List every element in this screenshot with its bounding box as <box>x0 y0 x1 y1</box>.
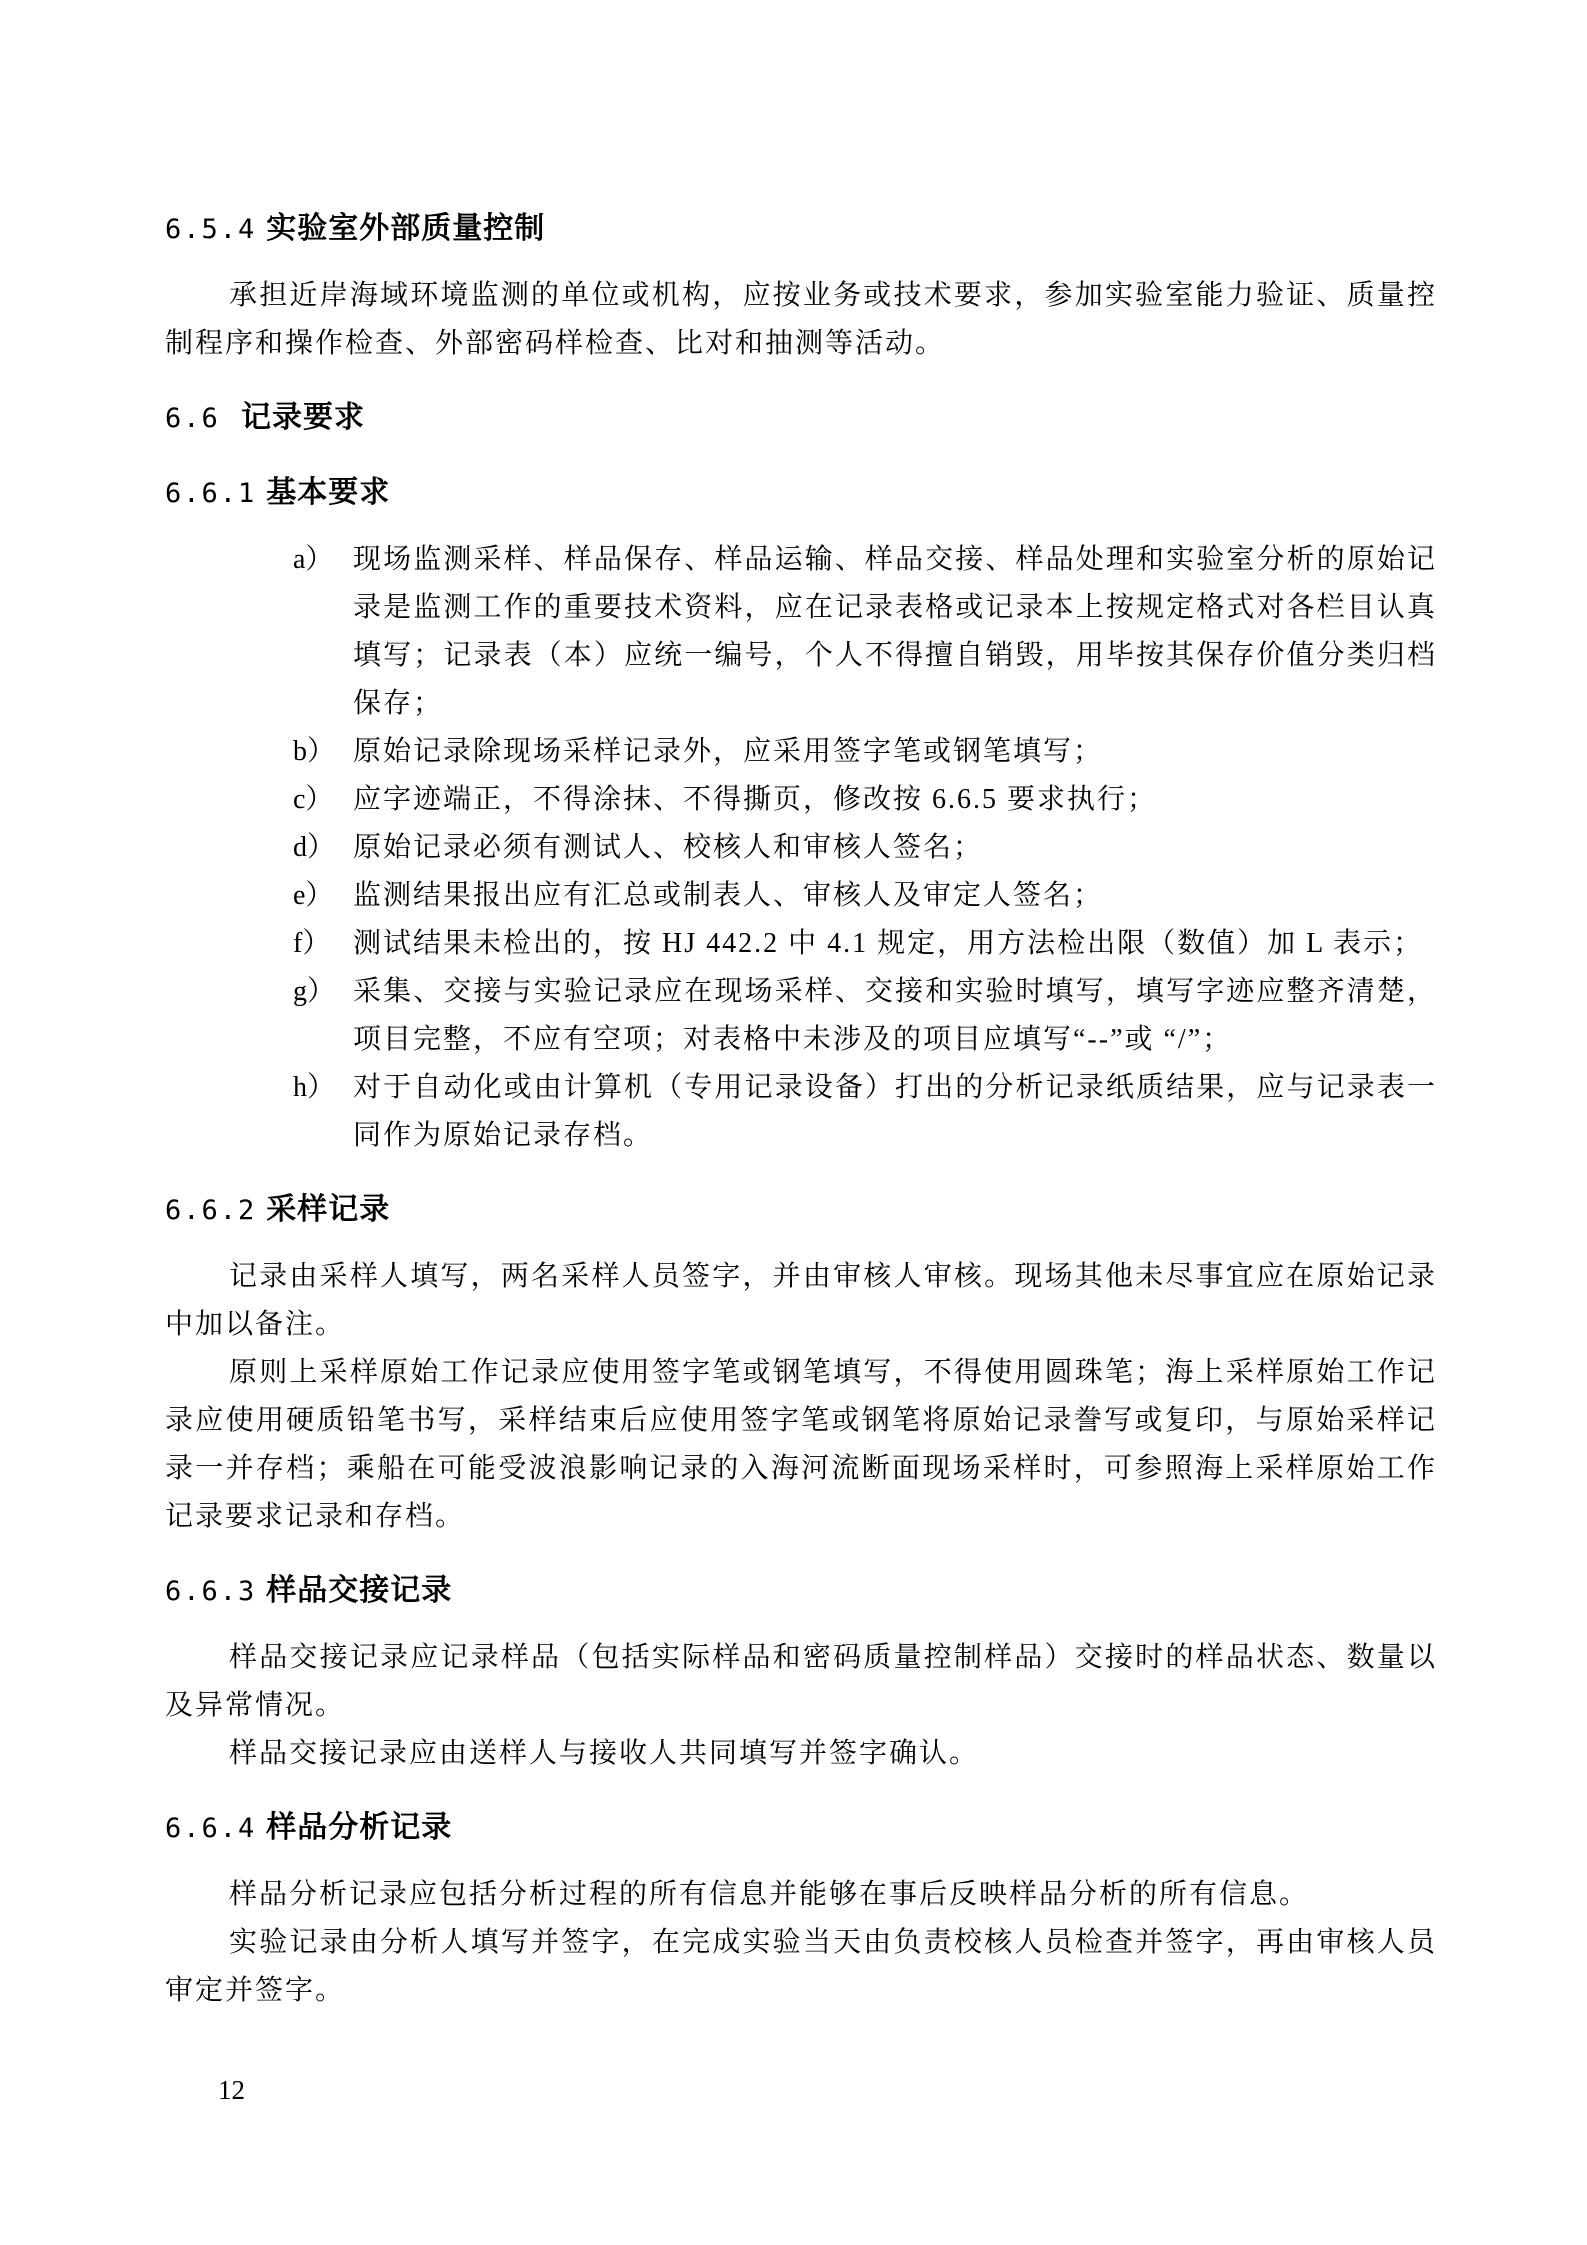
section-number: 6.5.4 <box>165 214 257 245</box>
section-heading-6-6-2 <box>165 1186 1437 1235</box>
section-number: 6.6 <box>165 403 220 434</box>
paragraph-6-6-4-1: 样品分析记录应包括分析过程的所有信息并能够在事后反映样品分析的所有信息。 <box>229 1879 1310 1910</box>
item-marker: b） <box>293 736 336 767</box>
list-item-d <box>165 824 1437 872</box>
list-item-h <box>165 1064 1437 1160</box>
section-heading-6-6 <box>165 394 1437 443</box>
section-title: 样品交接记录 <box>266 1574 453 1607</box>
section-number: 6.6.2 <box>165 1195 257 1226</box>
section-heading-6-6-4 <box>165 1804 1437 1853</box>
section-title: 记录要求 <box>241 401 365 434</box>
item-text: 监测结果报出应有汇总或制表人、审核人及审定人签名； <box>353 880 1104 911</box>
paragraph-6-5-4: 承担近岸海域环境监测的单位或机构，应按业务或技术要求，参加实验室能力验证、质量控制程序和操作检查、外部密码样检查、比对和抽测等活动。 <box>165 280 1437 359</box>
list-item-a <box>165 536 1437 728</box>
item-text: 应字迹端正，不得涂抹、不得撕页，修改按 6.6.5 要求执行； <box>353 784 1158 815</box>
section-number: 6.6.1 <box>165 478 257 509</box>
list-item-f <box>165 920 1437 968</box>
page-number: 12 <box>218 2075 245 2105</box>
paragraph-6-6-4-2: 实验记录由分析人填写并签字，在完成实验当天由负责校核人员检查并签字，再由审核人员审定并签字。 <box>165 1927 1437 2006</box>
list-item-e <box>165 872 1437 920</box>
paragraph-6-6-3-1: 样品交接记录应记录样品（包括实际样品和密码质量控制样品）交接时的样品状态、数量以及异常情况。 <box>165 1642 1437 1721</box>
section-heading-6-5-4 <box>165 205 1437 254</box>
item-marker: h） <box>293 1072 336 1103</box>
list-item-b <box>165 728 1437 776</box>
section-title: 样品分析记录 <box>266 1811 453 1844</box>
section-title: 采样记录 <box>266 1193 391 1226</box>
paragraph-6-6-2-1: 记录由采样人填写，两名采样人员签字，并由审核人审核。现场其他未尽事宜应在原始记录中加以备注。 <box>165 1261 1437 1340</box>
item-text: 现场监测采样、样品保存、样品运输、样品交接、样品处理和实验室分析的原始记录是监测工作的重要技术资料，应在记录表格或记录本上按规定格式对各栏目认真填写；记录表（本）应统一编号，个人不得擅自销毁，用毕按其保存价值分类归档保存； <box>353 544 1437 719</box>
item-text: 原始记录必须有测试人、校核人和审核人签名； <box>353 832 984 863</box>
section-number: 6.6.4 <box>165 1813 257 1844</box>
item-marker: f） <box>293 928 331 959</box>
paragraph-6-6-3-2: 样品交接记录应由送样人与接收人共同填写并签字确认。 <box>229 1738 980 1769</box>
item-text: 原始记录除现场采样记录外，应采用签字笔或钢笔填写； <box>353 736 1104 767</box>
item-text: 测试结果未检出的，按 HJ 442.2 中 4.1 规定，用方法检出限（数值）加 L 表示； <box>353 928 1424 959</box>
section-heading-6-6-1 <box>165 469 1437 518</box>
paragraph-6-6-2-2: 原则上采样原始工作记录应使用签字笔或钢笔填写，不得使用圆珠笔；海上采样原始工作记录应使用硬质铅笔书写，采样结束后应使用签字笔或钢笔将原始记录誊写或复印，与原始采样记录一并存档；乘船在可能受波浪影响记录的入海河流断面现场采样时，可参照海上采样原始工作记录要求记录和存档。 <box>165 1357 1437 1532</box>
item-text: 对于自动化或由计算机（专用记录设备）打出的分析记录纸质结果，应与记录表一同作为原始记录存档。 <box>353 1072 1437 1151</box>
item-marker: g） <box>293 976 336 1007</box>
item-marker: d） <box>293 832 336 863</box>
list-item-c <box>165 776 1437 824</box>
item-marker: a） <box>293 544 334 575</box>
section-title: 实验室外部质量控制 <box>266 212 546 245</box>
list-item-g <box>165 968 1437 1064</box>
item-text: 采集、交接与实验记录应在现场采样、交接和实验时填写，填写字迹应整齐清楚，项目完整，不应有空项；对表格中未涉及的项目应填写“--”或 “/”； <box>353 976 1437 1055</box>
item-marker: e） <box>293 880 334 911</box>
section-number: 6.6.3 <box>165 1576 257 1607</box>
item-marker: c） <box>293 784 334 815</box>
clause-list <box>165 536 1437 1160</box>
section-heading-6-6-3 <box>165 1567 1437 1616</box>
section-title: 基本要求 <box>266 476 391 509</box>
